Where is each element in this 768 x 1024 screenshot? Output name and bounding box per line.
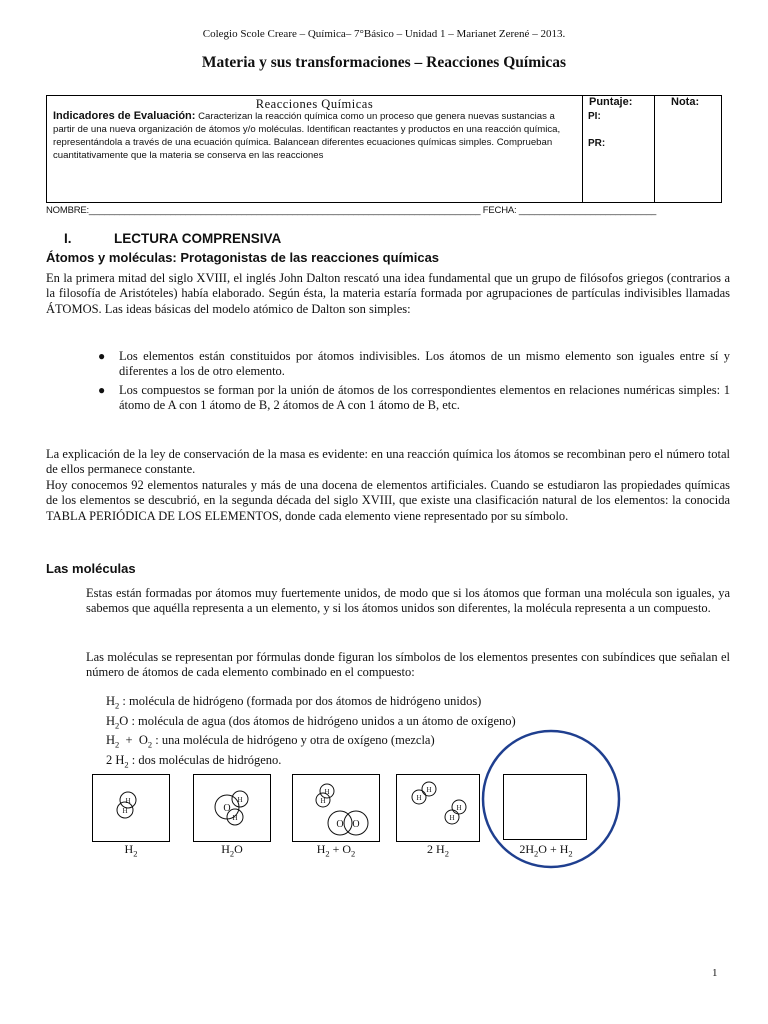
conservation-line: La explicación de la ley de conservación de la masa es evidente: en una reacción química los átomos se recombinan pero el número total de ellos permanece constante. (46, 447, 730, 477)
caption-h2o: $H_2O$ (221, 842, 243, 859)
header-school-line: Colegio Scole Creare – Química– 7°Básico – Unidad 1 – Marianet Zerené – 2013. (202, 28, 566, 40)
formula-item: $H_2O$ : molécula de agua (dos átomos de hidrógeno unidos a un átomo de oxígeno) (106, 713, 516, 731)
formula-item: 2 $H_2$ : dos moléculas de hidrógeno. (106, 753, 282, 770)
name-date-line: NOMBRE:_____________________________________________________________________________ FECHA: ___________________________ (46, 205, 657, 216)
atom-label: O (352, 819, 360, 830)
diagram-h2o-box (193, 774, 271, 842)
atom-label: H (456, 804, 462, 812)
molecules-paragraph-1: Estas están formadas por átomos muy fuertemente unidos, de modo que si los átomos que forman una molécula son iguales, ya sabemos que aquélla representa a un elemento, y si los átomos unidos son diferentes, la molécula representa a un compuesto. (86, 586, 730, 616)
formula-item: $H_2 + O_2$ : una molécula de hidrógeno y otra de oxígeno (mezcla) (106, 733, 435, 750)
pr-label: PR: (588, 138, 606, 149)
atom-label: O (223, 803, 231, 814)
page-number: 1 (712, 967, 718, 979)
caption-h2-plus-o2: $H_2 + O_2$ (316, 842, 356, 859)
elements-line: Hoy conocemos 92 elementos naturales y más de una docena de elementos artificiales. Cuando se estudiaron las propiedades químicas de los elementos se descubrió, en la segunda década del siglo XVIII, que existe una clasificación natural de los elementos: la conocida TABLA PERIÓDICA DE LOS ELEMENTOS, donde cada elemento viene representado por su símbolo. (46, 477, 730, 523)
atom-label: H (125, 797, 131, 805)
atom-label: H (324, 788, 330, 796)
atom-label: H (122, 807, 128, 815)
caption-h2: $H_2$ (124, 842, 138, 859)
molecules-heading: Las moléculas (46, 561, 136, 576)
conservation-paragraph (46, 447, 730, 524)
section-heading (64, 231, 281, 246)
h2-o2-mixture-drawing (293, 775, 379, 841)
dalton-bullet-list (95, 349, 730, 417)
indicators-text: Caracterizan la reacción química como un proceso que genera nuevas sustancias a partir de una nueva organización de átomos y/o moléculas. Identifican reactantes y productos en una reacción química, representándola a través de una ecuación química. Balancean diferentes ecuaciones químicas simples. Comprueban cuantitativamente que la materia se conserva en las reacciones (53, 111, 561, 161)
bullet-text: Los elementos están constituidos por átomos indivisibles. Los átomos de un mismo elemento son iguales entre sí y diferentes a los de otro elemento. (119, 349, 730, 379)
section-number: I. (64, 231, 72, 246)
list-item (95, 383, 730, 414)
nota-cell (655, 96, 721, 202)
box-title: Reacciones Químicas (255, 97, 374, 111)
list-item (95, 349, 730, 380)
atom-label: H (232, 814, 238, 822)
atom-label: H (237, 796, 243, 804)
puntaje-label: Puntaje: (589, 96, 633, 108)
caption-2h2o-plus-h2: $2H_2O + H_2$ (519, 842, 573, 859)
atom-label: H (449, 814, 455, 822)
puntaje-cell (583, 96, 655, 202)
intro-paragraph: En la primera mitad del siglo XVIII, el inglés John Dalton rescató una idea fundamental que un grupo de filósofos griegos (contrarios a la filosofía de Aristóteles) había elaborado. Según ésta, la materia estaría formada por agrupaciones de partículas indivisibles llamadas ÁTOMOS. Las ideas básicas del modelo atómico de Dalton son simples: (46, 271, 730, 316)
reading-title: Átomos y moléculas: Protagonistas de las reacciones químicas (46, 250, 440, 265)
section-title: LECTURA COMPRENSIVA (114, 231, 282, 246)
caption-2h2: 2 $H_2$ (427, 842, 449, 859)
formula-list (106, 694, 516, 773)
formula-item: $H_2$ : molécula de hidrógeno (formada por dos átomos de hidrógeno unidos) (106, 694, 482, 711)
diagram-h2-o2-box (292, 774, 380, 842)
diagram-h2-box (92, 774, 170, 842)
atom-label: O (336, 819, 344, 830)
indicators-label: Indicadores de Evaluación: (53, 110, 196, 122)
indicators-cell (47, 96, 583, 202)
evaluation-box (46, 95, 722, 203)
bullet-icon: ● (98, 382, 106, 397)
diagram-2h2-box (396, 774, 480, 842)
molecules-paragraph-2: Las moléculas se representan por fórmulas donde figuran los símbolos de los elementos presentes con subíndices que señalan el número de átomos de cada elemento combinado en el compuesto: (86, 650, 730, 680)
atom-label: H (416, 794, 422, 802)
page-title: Materia y sus transformaciones – Reacciones Químicas (201, 54, 567, 71)
two-h2-molecules-drawing (397, 775, 479, 841)
pi-label: PI: (588, 111, 601, 122)
indicators-block (53, 110, 577, 162)
atom-label: H (320, 797, 326, 805)
h2-molecule-drawing (93, 775, 169, 841)
bullet-text: Los compuestos se forman por la unión de átomos de los correspondientes elementos en relaciones numéricas simples: 1 átomo de A con 1 átomo de B, 2 átomos de A con 1 átomo de B, etc. (119, 382, 730, 413)
h2o-molecule-drawing (194, 775, 270, 841)
bullet-icon: ● (98, 349, 106, 363)
atom-label: H (426, 786, 432, 794)
nota-label: Nota: (671, 96, 700, 108)
